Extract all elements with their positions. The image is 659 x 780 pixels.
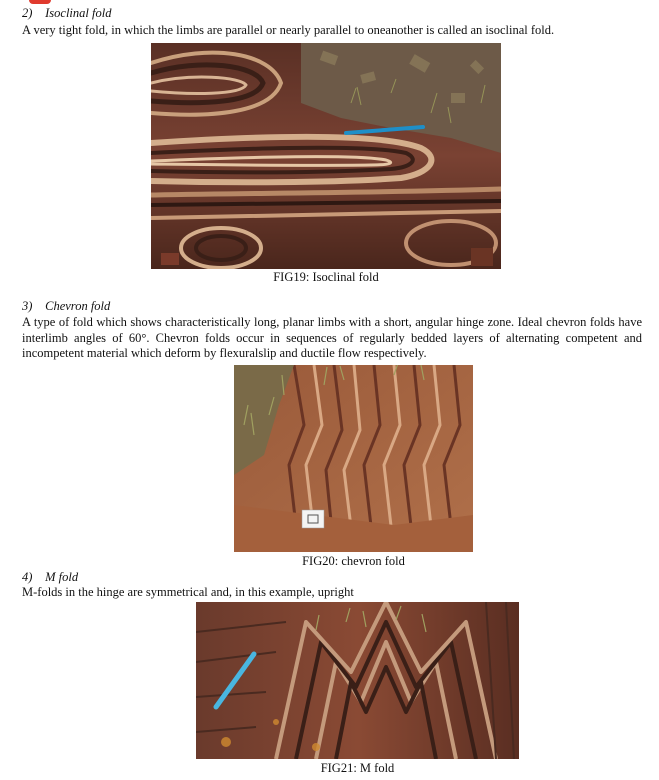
section-text-m-fold: M-folds in the hinge are symmetrical and, in this example, upright [22,585,354,599]
section-number: 4) [22,570,33,584]
page-corner-mark [29,0,51,4]
figure-caption-chevron: FIG20: chevron fold [302,554,405,568]
isoclinal-fold-photo [151,43,501,269]
section-text-chevron: A type of fold which shows characteristically long, planar limbs with a short, angular hinge zone. Ideal chevron folds have interlimb angles of 60°. Chevron folds occur in sequences of regularly bedded layers of alternating competent and incompetent material which deform by flexuralslip and ductile flow respectively. [22,315,642,360]
figure-caption-m-fold: FIG21: M fold [320,761,395,775]
m-fold-photo [196,602,519,759]
section-number: 3) [22,299,33,313]
section-title: M fold [45,570,79,584]
section-heading-m-fold [22,570,78,585]
section-heading-isoclinal [22,6,111,21]
chevron-fold-photo [234,365,473,552]
section-number: 2) [22,6,33,20]
section-text-isoclinal: A very tight fold, in which the limbs are parallel or nearly parallel to oneanother is called an isoclinal fold. [22,23,555,37]
figure-caption-isoclinal: FIG19: Isoclinal fold [273,270,379,284]
section-title: Isoclinal fold [45,6,112,20]
section-heading-chevron [22,299,110,314]
section-title: Chevron fold [45,299,111,313]
